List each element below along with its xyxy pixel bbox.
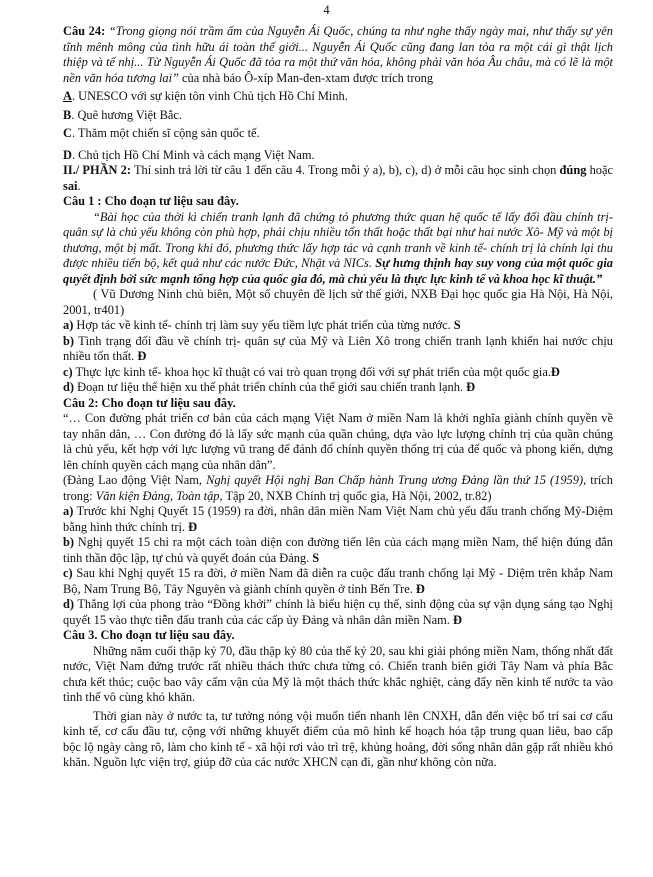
q1-item-c-label: c)	[63, 364, 73, 379]
question-24-tail: của nhà báo Ô-xíp Man-đen-xtam được trích trong	[178, 70, 434, 85]
part-2-text-or: hoặc	[586, 163, 613, 177]
q2-item-c	[63, 566, 613, 597]
q1-item-b-label: b)	[63, 333, 75, 348]
option-d	[63, 148, 613, 164]
option-b-text: . Quê hương Việt Bắc.	[71, 107, 182, 122]
q2-source-start: (Đảng Lao động Việt Nam,	[63, 473, 207, 487]
q2-item-b-answer: S	[312, 550, 320, 565]
question-24-label: Câu 24:	[63, 24, 106, 38]
q2-item-d	[63, 597, 613, 628]
part-2-bold-false: sai	[63, 178, 78, 193]
question-1-title: Câu 1 : Cho đoạn tư liệu sau đây.	[63, 194, 239, 208]
q2-item-a-answer: Đ	[188, 519, 198, 534]
option-a	[63, 89, 613, 105]
question-1-quote	[63, 210, 613, 288]
q2-item-c-answer: Đ	[415, 581, 425, 596]
q2-source-mid: trích trong:	[63, 473, 613, 503]
page-number: 4	[323, 3, 330, 17]
option-c	[63, 126, 613, 142]
page-content	[63, 24, 613, 771]
q2-item-b	[63, 535, 613, 566]
option-c-letter: C	[63, 126, 72, 140]
q1-item-a-label: a)	[63, 318, 74, 332]
question-2-quote: “… Con đường phát triển cơ bản của cách mạng Việt Nam ở miền Nam là khởi nghĩa giành chính quyền về tay nhân dân, … Con đường đó là lấy sức mạnh của quần chúng, dựa vào lực lượng chính trị của quần chúng là chủ yếu, kết hợp với lực lượng vũ trang để đánh đổ chính quyền thống trị của đế quốc và phong kiến, dựng lên chính quyền cách mạng của nhân dân”.	[63, 411, 613, 472]
option-b-letter: B	[63, 107, 72, 122]
question-2-source	[63, 473, 613, 504]
q2-item-d-label: d)	[63, 597, 75, 611]
q1-item-d-label: d)	[63, 380, 75, 394]
question-3-paragraph-2: Thời gian này ở nước ta, tư tưởng nóng vội muốn tiến nhanh lên CNXH, dẫn đến việc bố trí sai cơ cấu kinh tế, cơ cấu đầu tư, cộng với những khuyết điểm của mô hình kế hoạch hóa tập trung quan liêu, bao cấp bộc lộ ngày càng rõ, làm cho kinh tế - xã hội rơi vào trì trệ, khủng hoảng, đời sống nhân dân gặp rất nhiều khó khăn. Nguồn lực viện trợ, giúp đỡ của các nước XHCN cạn đi, gần như không còn nữa.	[63, 708, 613, 769]
question-1-quote-text: “Bài học của thời kì chiến tranh lạnh đã chứng tỏ phương thức quan hệ quốc tế lấy đối đầu chính trị- quân sự là chủ yếu không còn phù hợp, phải chịu nhiều tổn thất hoặc thất bại như hai nước Xô- Mỹ và một bị thương, một bị mất. Trong khi đó, phương thức lấy hợp tác và cạnh tranh về kinh tế- chính trị là chính lại thu được nhiều tiến bộ, kết quả như các nước Đức, Nhật và NICs.	[63, 209, 613, 270]
option-b	[63, 108, 613, 124]
part-2-bold-true: đúng	[559, 163, 587, 177]
q1-item-d-text: Đoạn tư liệu thể hiện xu thế phát triển chính của thế giới sau chiến tranh lạnh.	[74, 380, 467, 394]
option-d-letter: D	[63, 147, 72, 162]
q2-item-d-answer: Đ	[453, 612, 462, 627]
q2-source-italic: Nghị quyết Hội nghị Ban Chấp hành Trung ương Đảng lần thứ 15 (1959),	[206, 473, 587, 487]
q1-item-d	[63, 380, 613, 396]
question-1-source: ( Vũ Dương Ninh chủ biên, Một số chuyên đề lịch sử thế giới, NXB Đại học quốc gia Hà Nội, Hà Nội, 2001, tr401)	[63, 287, 613, 317]
q2-item-a-text: Trước khi Nghị Quyết 15 (1959) ra đời, nhân dân miền Nam Việt Nam chủ yếu đấu tranh chống Mỹ-Diệm bằng hình thức chính trị.	[63, 504, 613, 534]
q1-item-a	[63, 318, 613, 334]
q2-item-a-label: a)	[63, 504, 74, 518]
question-3-paragraph-1: Những năm cuối thập kỷ 70, đầu thập kỷ 80 của thế kỷ 20, sau khi giải phóng miền Nam, thống nhất đất nước, Việt Nam đứng trước rất nhiều thách thức chưa từng có. Chiến tranh biên giới Tây Nam và phía Bắc chưa kết thúc; cuộc bao vây cấm vận của Mỹ là một thách thức khắc nghiệt, càng đẩy nền kinh tế nước ta vào tình thế vô cùng khó khăn.	[63, 643, 613, 704]
q2-item-a	[63, 504, 613, 535]
option-c-text: . Thăm một chiến sĩ cộng sản quốc tế.	[71, 126, 260, 140]
part-2-end: .	[77, 178, 81, 193]
q1-item-b	[63, 334, 613, 365]
q2-item-b-label: b)	[63, 535, 75, 549]
option-a-text: . UNESCO với sự kiện tôn vinh Chủ tịch Hồ Chí Minh.	[71, 89, 348, 103]
q1-item-c	[63, 365, 613, 381]
question-24	[63, 24, 613, 86]
q1-item-b-answer: Đ	[137, 349, 147, 363]
q2-item-c-text: Sau khi Nghị quyết 15 ra đời, ở miền Nam đã diễn ra cuộc đấu tranh chống lại Mỹ - Diệm trên khắp Nam Bộ, Nam Trung Bộ, Tây Nguyên và giành chính quyền ở tỉnh Bến Tre.	[63, 566, 613, 596]
question-24-quote: “Trong giọng nói trầm ấm của Nguyễn Ái Quốc, chúng ta như nghe thấy ngày mai, như thấy sự yên tĩnh mênh mông của tình hữu ái toàn thế giới... Nguyễn Ái Quốc cũng đang lan tỏa ra một cái gì thật lịch thiệp và tế nhị... Từ Nguyễn Ái Quốc đã tỏa ra một thứ văn hóa, không phải văn hóa Âu châu, mà có lẽ là một nền văn hóa tương lai”	[63, 24, 613, 85]
question-1-quote-bold: Sự hưng thịnh hay suy vong của một quốc gia quyết định bởi sức mạnh tổng hợp của quốc gia đó, mà chủ yếu là thực lực kinh tế và khoa học kĩ thuật.”	[63, 256, 613, 286]
q2-source-end: Tập 20, NXB Chính trị quốc gia, Hà Nội, 2002, tr.82)	[222, 488, 492, 503]
q1-item-a-text: Hợp tác về kinh tế- chính trị làm suy yếu tiềm lực phát triển của từng nước.	[73, 318, 454, 332]
q1-item-c-text: Thực lực kinh tế- khoa học kĩ thuật có vai trò quan trọng đối với sự phát triển của một quốc gia.	[72, 364, 551, 379]
q2-item-d-text: Thắng lợi của phong trào “Đồng khởi” chính là biểu hiện cụ thể, sinh động của sự vận dụng sáng tạo Nghị quyết 15 vào thực tiễn đấu tranh của các cấp ủy Đảng và nhân dân miền Nam.	[63, 597, 613, 627]
part-2-text: Thí sinh trả lời từ câu 1 đến câu 4. Trong mỗi ý a), b), c), d) ở mỗi câu học sinh chọn	[131, 163, 560, 177]
question-3-title: Câu 3. Cho đoạn tư liệu sau đây.	[63, 628, 235, 642]
q1-item-c-answer: Đ	[550, 364, 560, 379]
option-a-letter: A	[63, 89, 72, 103]
q2-item-c-label: c)	[63, 566, 73, 580]
option-d-text: . Chủ tịch Hồ Chí Minh và cách mạng Việt Nam.	[71, 147, 315, 162]
q2-source-italic-2: Văn kiện Đảng, Toàn tập,	[95, 488, 223, 503]
part-2-instruction	[63, 163, 613, 194]
part-2-label: II./ PHẦN 2:	[63, 163, 131, 177]
q2-item-b-text: Nghị quyết 15 chỉ ra một cách toàn diện con đường tiến lên của cách mạng miền Nam, thể hiện đúng đắn tinh thần độc lập, tự chủ và quyết đoán của Đảng.	[63, 535, 613, 565]
q1-item-a-answer: S	[453, 318, 461, 332]
q1-item-b-text: Tình trạng đối đầu về chính trị- quân sự của Mỹ và Liên Xô trong chiến tranh lạnh khiến hai nước chịu nhiều tổn thất.	[63, 333, 613, 363]
question-2-title: Câu 2: Cho đoạn tư liệu sau đây.	[63, 395, 236, 410]
q1-item-d-answer: Đ	[466, 380, 476, 394]
